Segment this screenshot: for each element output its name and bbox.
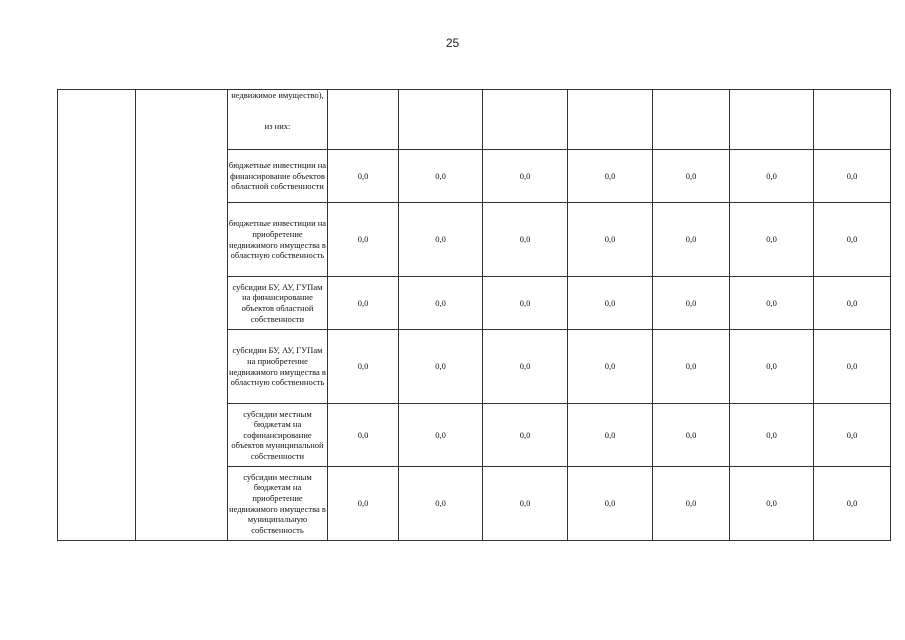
value-cell: 0,0: [814, 404, 891, 467]
empty-cell: [814, 90, 891, 150]
value-cell: 0,0: [653, 467, 730, 541]
row-label: субсидии местным бюджетам на софинансирование объектов муниципальной собственности: [228, 404, 328, 467]
value-cell: 0,0: [568, 150, 653, 203]
empty-cell: [730, 90, 814, 150]
row-label: субсидии местным бюджетам на приобретение недвижимого имущества в муниципальную собственность: [228, 467, 328, 541]
empty-merged-cell: [136, 90, 228, 541]
value-cell: 0,0: [483, 467, 568, 541]
value-cell: 0,0: [653, 330, 730, 404]
row-label: бюджетные инвестиции на финансирование объектов областной собственности: [228, 150, 328, 203]
empty-cell: [399, 90, 483, 150]
value-cell: 0,0: [328, 330, 399, 404]
value-cell: 0,0: [399, 404, 483, 467]
value-cell: 0,0: [730, 330, 814, 404]
row-label-text: недвижимое имущество),: [231, 90, 324, 100]
value-cell: 0,0: [568, 203, 653, 277]
value-cell: 0,0: [653, 277, 730, 330]
value-cell: 0,0: [483, 404, 568, 467]
value-cell: 0,0: [399, 330, 483, 404]
value-cell: 0,0: [399, 203, 483, 277]
value-cell: 0,0: [814, 150, 891, 203]
value-cell: 0,0: [328, 150, 399, 203]
budget-table: [57, 89, 891, 541]
value-cell: 0,0: [328, 277, 399, 330]
value-cell: 0,0: [483, 330, 568, 404]
row-label: [228, 90, 328, 150]
value-cell: 0,0: [568, 330, 653, 404]
empty-cell: [568, 90, 653, 150]
value-cell: 0,0: [730, 404, 814, 467]
empty-cell: [328, 90, 399, 150]
value-cell: 0,0: [730, 203, 814, 277]
value-cell: 0,0: [653, 150, 730, 203]
value-cell: 0,0: [483, 203, 568, 277]
empty-cell: [483, 90, 568, 150]
value-cell: 0,0: [568, 277, 653, 330]
value-cell: 0,0: [328, 467, 399, 541]
row-sublabel: из них:: [264, 121, 291, 132]
value-cell: 0,0: [568, 404, 653, 467]
value-cell: 0,0: [399, 150, 483, 203]
empty-merged-cell: [58, 90, 136, 541]
value-cell: 0,0: [568, 467, 653, 541]
value-cell: 0,0: [399, 467, 483, 541]
value-cell: 0,0: [814, 203, 891, 277]
row-label: субсидии БУ, АУ, ГУПам на финансирование объектов областной собственности: [228, 277, 328, 330]
value-cell: 0,0: [399, 277, 483, 330]
value-cell: 0,0: [653, 203, 730, 277]
value-cell: 0,0: [730, 277, 814, 330]
value-cell: 0,0: [483, 150, 568, 203]
page-number: 25: [445, 36, 460, 50]
value-cell: 0,0: [730, 150, 814, 203]
value-cell: 0,0: [653, 404, 730, 467]
value-cell: 0,0: [730, 467, 814, 541]
value-cell: 0,0: [814, 467, 891, 541]
value-cell: 0,0: [814, 330, 891, 404]
value-cell: 0,0: [328, 404, 399, 467]
row-label: бюджетные инвестиции на приобретение недвижимого имущества в областную собственность: [228, 203, 328, 277]
value-cell: 0,0: [483, 277, 568, 330]
row-label: субсидии БУ, АУ, ГУПам на приобретение недвижимого имущества в областную собственность: [228, 330, 328, 404]
value-cell: 0,0: [328, 203, 399, 277]
table-row: [58, 90, 891, 150]
empty-cell: [653, 90, 730, 150]
value-cell: 0,0: [814, 277, 891, 330]
